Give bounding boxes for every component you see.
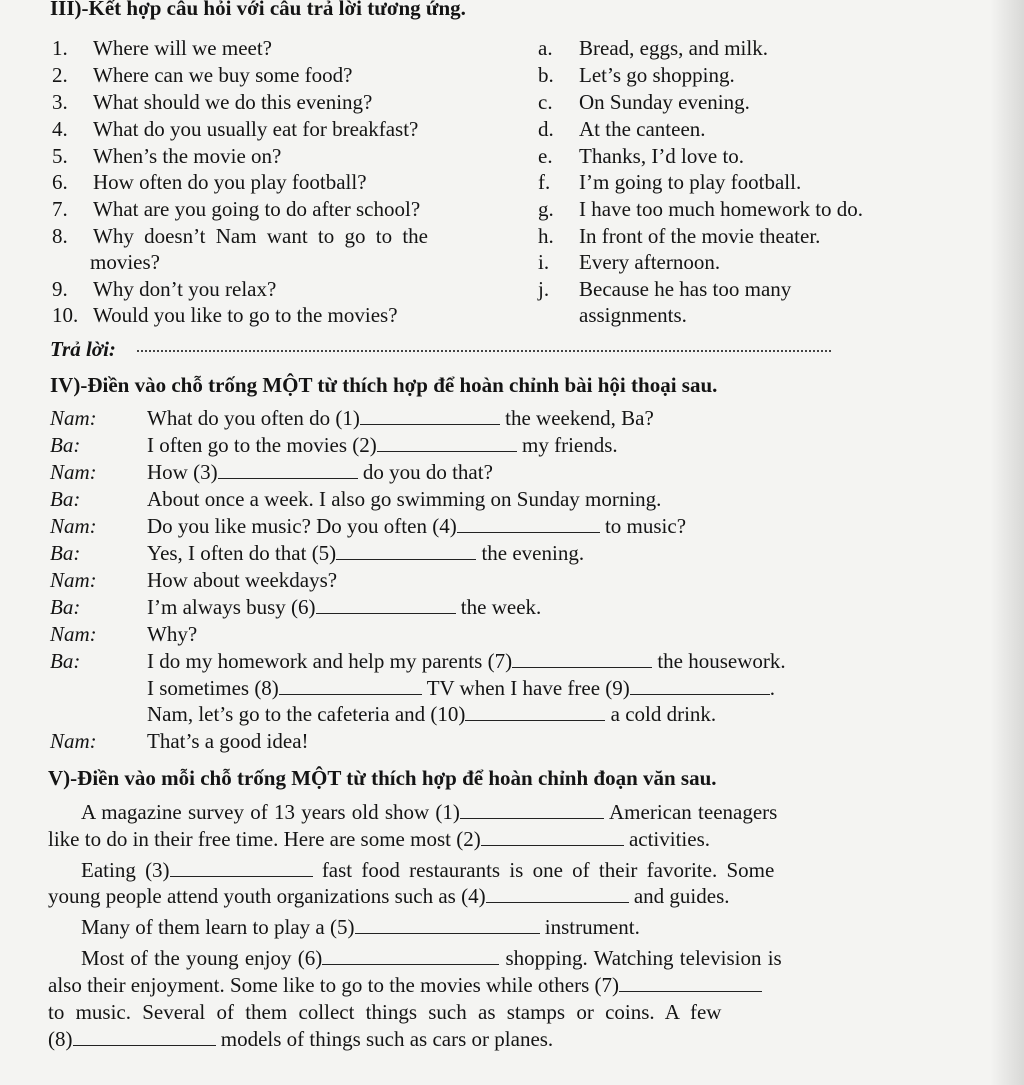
passage-text: A magazine survey of 13 years old show (1) — [81, 800, 460, 824]
passage-blank-1[interactable] — [460, 800, 604, 819]
dialogue-line: Why? — [147, 622, 198, 646]
blank-6[interactable] — [316, 595, 456, 614]
speaker-label: Ba: — [50, 433, 81, 457]
dialogue-text: to music? — [604, 514, 687, 538]
passage-line — [48, 972, 762, 998]
question-text: What do you usually eat for breakfast? — [93, 117, 419, 141]
dialogue-line — [147, 648, 786, 674]
answer-text: In front of the movie theater. — [579, 224, 821, 248]
blank-8[interactable] — [279, 676, 422, 695]
question-number: 10. — [52, 303, 79, 327]
question-text: movies? — [90, 250, 160, 274]
dialogue-line: How about weekdays? — [147, 568, 338, 592]
passage-blank-3[interactable] — [170, 858, 313, 877]
answer-text: Thanks, I’d love to. — [579, 144, 745, 168]
dialogue-line — [147, 540, 584, 566]
passage-text: activities. — [628, 827, 710, 851]
answer-text: Bread, eggs, and milk. — [579, 36, 768, 60]
speaker-label: Ba: — [50, 487, 81, 511]
answer-letter: d. — [538, 117, 554, 141]
answer-letter: a. — [538, 36, 553, 60]
speaker-label: Nam: — [50, 729, 97, 753]
dialogue-text: I sometimes (8) — [147, 676, 279, 700]
answer-text: At the canteen. — [579, 117, 706, 141]
dialogue-line — [147, 432, 618, 458]
dialogue-text: Nam, let’s go to the cafeteria and (10) — [147, 702, 466, 726]
dialogue-text: do you do that? — [362, 460, 493, 484]
question-text: What are you going to do after school? — [93, 197, 421, 221]
blank-1[interactable] — [360, 406, 500, 425]
speaker-label: Ba: — [50, 649, 81, 673]
question-text: Where will we meet? — [93, 36, 272, 60]
answer-text: Let’s go shopping. — [579, 63, 735, 87]
blank-4[interactable] — [457, 514, 600, 533]
passage-line — [81, 945, 782, 971]
passage-text: young people attend youth organizations such as (4) — [48, 884, 486, 908]
answer-letter: c. — [538, 90, 553, 114]
dialogue-text: Yes, I often do that (5) — [147, 541, 337, 565]
question-number: 4. — [52, 117, 68, 141]
passage-line — [48, 826, 710, 852]
section-3-heading: III)-Kết hợp câu hỏi với câu trả lời tương ứng. — [50, 0, 466, 20]
blank-7[interactable] — [512, 649, 652, 668]
passage-line — [81, 857, 774, 883]
question-text: Would you like to go to the movies? — [93, 303, 398, 327]
passage-line — [48, 1026, 553, 1052]
question-text: When’s the movie on? — [93, 144, 282, 168]
passage-blank-2[interactable] — [481, 827, 624, 846]
passage-text: instrument. — [544, 915, 640, 939]
dialogue-line: About once a week. I also go swimming on Sunday morning. — [147, 487, 662, 511]
passage-text: and guides. — [633, 884, 730, 908]
passage-text: models of things such as cars or planes. — [220, 1027, 554, 1051]
speaker-label: Ba: — [50, 541, 81, 565]
dialogue-text: the week. — [460, 595, 542, 619]
passage-line: to music. Several of them collect things such as stamps or coins. A few — [48, 1000, 722, 1024]
passage-text: also their enjoyment. Some like to go to the movies while others (7) — [48, 973, 619, 997]
passage-blank-6[interactable] — [322, 946, 499, 965]
dialogue-line — [147, 513, 686, 539]
blank-3[interactable] — [218, 460, 358, 479]
dialogue-text: the housework. — [657, 649, 786, 673]
dialogue-text: I often go to the movies (2) — [147, 433, 377, 457]
dialogue-text: TV when I have free (9) — [426, 676, 630, 700]
dialogue-text: . — [769, 676, 776, 700]
dialogue-line — [147, 459, 493, 485]
passage-text: (8) — [48, 1027, 73, 1051]
question-text: Why doesn’t Nam want to go to the — [93, 224, 428, 248]
question-number: 2. — [52, 63, 68, 87]
answer-letter: b. — [538, 63, 554, 87]
dialogue-text: the weekend, Ba? — [505, 406, 654, 430]
speaker-label: Nam: — [50, 406, 97, 430]
dialogue-text: How (3) — [147, 460, 218, 484]
question-item — [52, 35, 68, 61]
dialogue-text: my friends. — [522, 433, 618, 457]
page-edge-shadow — [990, 0, 1024, 1085]
dialogue-text: Do you like music? Do you often (4) — [147, 514, 457, 538]
dialogue-text: I do my homework and help my parents (7) — [147, 649, 513, 673]
passage-text: Most of the young enjoy (6) — [81, 946, 323, 970]
section-5-heading: V)-Điền vào mỗi chỗ trống MỘT từ thích hợp để hoàn chỉnh đoạn văn sau. — [48, 766, 717, 790]
answer-dotted-line[interactable] — [137, 350, 831, 352]
passage-text: Many of them learn to play a (5) — [81, 915, 355, 939]
passage-blank-7[interactable] — [619, 973, 762, 992]
question-text: How often do you play football? — [93, 170, 367, 194]
dialogue-text: What do you often do (1) — [147, 406, 360, 430]
blank-5[interactable] — [336, 541, 476, 560]
answer-text: I’m going to play football. — [579, 170, 802, 194]
passage-line — [81, 799, 777, 825]
passage-blank-4[interactable] — [486, 884, 629, 903]
answer-text: Every afternoon. — [579, 250, 721, 274]
answer-letter: e. — [538, 144, 553, 168]
question-number: 5. — [52, 144, 68, 168]
answer-letter: g. — [538, 197, 554, 221]
answer-text: On Sunday evening. — [579, 90, 750, 114]
speaker-label: Nam: — [50, 514, 97, 538]
speaker-label: Nam: — [50, 622, 97, 646]
blank-2[interactable] — [377, 433, 517, 452]
passage-blank-8[interactable] — [73, 1027, 216, 1046]
question-number: 7. — [52, 197, 68, 221]
passage-text: fast food restaurants is one of their favorite. Some — [321, 858, 775, 882]
dialogue-line — [147, 701, 716, 727]
answer-text: assignments. — [579, 303, 687, 327]
blank-9[interactable] — [630, 676, 770, 695]
dialogue-line — [147, 405, 654, 431]
dialogue-line: That’s a good idea! — [147, 729, 309, 753]
speaker-label: Nam: — [50, 460, 97, 484]
question-text: What should we do this evening? — [93, 90, 373, 114]
passage-line — [81, 914, 640, 940]
passage-text: Eating (3) — [81, 858, 170, 882]
answer-letter: h. — [538, 224, 554, 248]
question-text: Why don’t you relax? — [93, 277, 277, 301]
dialogue-line — [147, 675, 775, 701]
answer-letter: i. — [538, 250, 550, 274]
answer-letter: f. — [538, 170, 551, 194]
dialogue-text: the evening. — [481, 541, 585, 565]
speaker-label: Ba: — [50, 595, 81, 619]
passage-text: like to do in their free time. Here are some most (2) — [48, 827, 481, 851]
answer-label: Trả lời: — [50, 337, 116, 361]
passage-blank-5[interactable] — [355, 915, 540, 934]
answer-text: I have too much homework to do. — [579, 197, 864, 221]
answer-letter: j. — [538, 277, 550, 301]
question-number: 1. — [52, 36, 68, 60]
passage-line — [48, 883, 730, 909]
question-number: 9. — [52, 277, 68, 301]
blank-10[interactable] — [465, 702, 605, 721]
dialogue-text: a cold drink. — [610, 702, 717, 726]
answer-text: Because he has too many — [579, 277, 792, 301]
speaker-label: Nam: — [50, 568, 97, 592]
question-number: 8. — [52, 224, 68, 248]
dialogue-text: I’m always busy (6) — [147, 595, 316, 619]
passage-text: American teenagers — [609, 800, 778, 824]
passage-text: shopping. Watching television is — [505, 946, 782, 970]
question-number: 3. — [52, 90, 68, 114]
question-number: 6. — [52, 170, 68, 194]
question-text: Where can we buy some food? — [93, 63, 353, 87]
section-4-heading: IV)-Điền vào chỗ trống MỘT từ thích hợp để hoàn chỉnh bài hội thoại sau. — [50, 373, 718, 397]
dialogue-line — [147, 594, 541, 620]
